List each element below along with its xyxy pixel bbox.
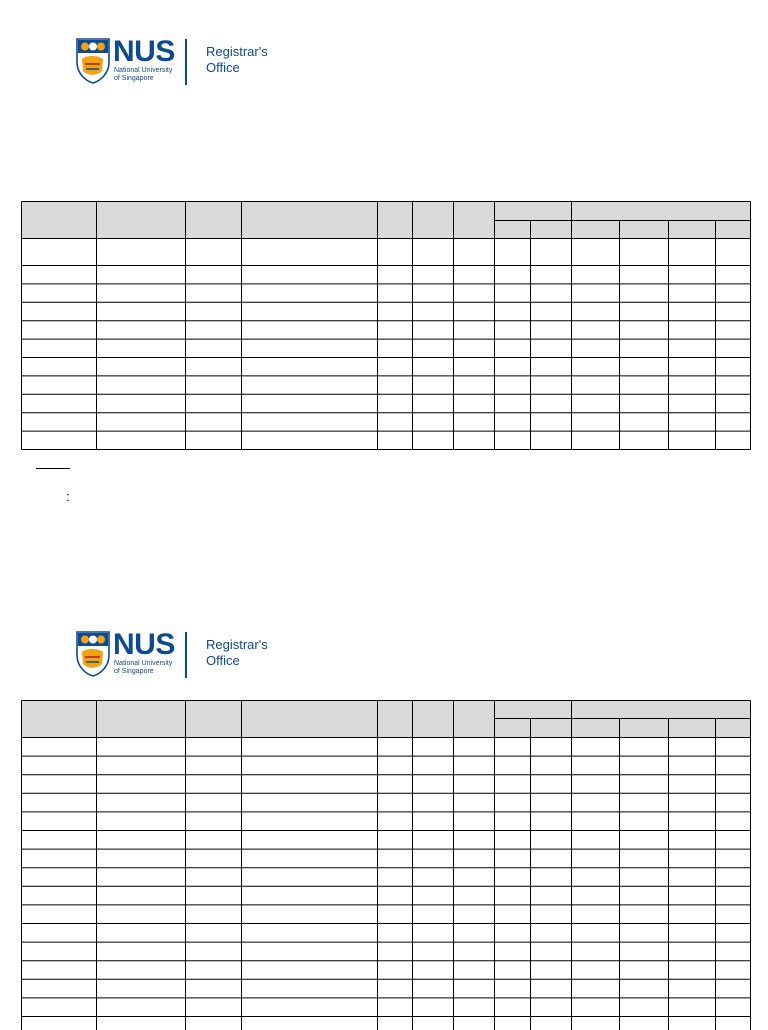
nus-logo-subtitle: National University of Singapore: [114, 67, 173, 82]
nus-logo-subtitle: National University of Singapore: [114, 660, 173, 675]
office-name: Registrar's Office: [206, 44, 268, 75]
office-name: Registrar's Office: [206, 637, 268, 668]
form-table-2-grid: [21, 700, 751, 1030]
nus-crest-icon: [76, 631, 110, 677]
note-underline: [36, 468, 70, 469]
form-table-1-grid: [21, 201, 751, 452]
nus-logo: [76, 630, 296, 680]
nus-logo-text: NUS: [113, 35, 175, 68]
form-table-2: [21, 700, 751, 1024]
nus-crest-icon: [76, 38, 110, 84]
nus-logo: [76, 37, 296, 87]
logo-divider: [185, 39, 187, 85]
nus-logo-text: NUS: [113, 628, 175, 661]
note-colon: :: [66, 489, 70, 504]
form-table-1: [21, 201, 751, 452]
logo-divider: [185, 632, 187, 678]
